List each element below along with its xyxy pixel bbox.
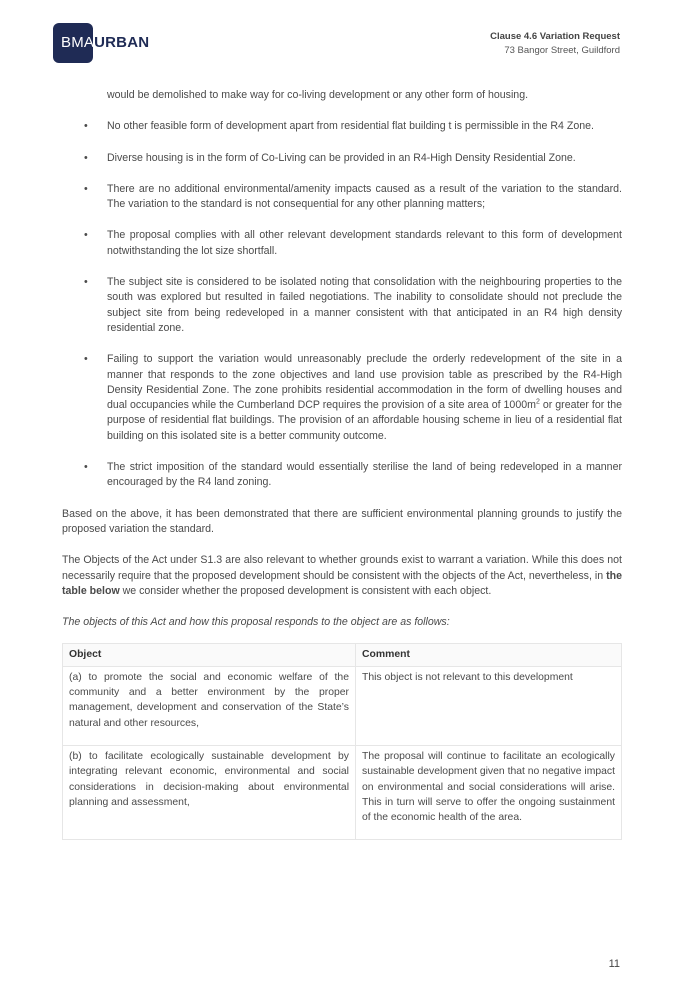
site-address: 73 Bangor Street, Guildford: [504, 45, 620, 56]
bullet-text: The strict imposition of the standard would essentially sterilise the land of being redeveloped in a manner encouraged by the R4 land zoning.: [107, 461, 622, 489]
bullet-text: Diverse housing is in the form of Co-Living can be provided in an R4-High Density Residential Zone.: [107, 151, 576, 164]
bullet-marker: •: [84, 120, 88, 133]
bullet-text: The subject site is considered to be isolated noting that consolidation with the neighbouring properties to the south was explored but resulted in failed negotiations. The inability to consolidate should not preclude the subject site from being redeveloped in a manner consistent with that anticipated in an R4 high density residential zone.: [107, 276, 622, 334]
bullet-text-part: Failing to support the variation would unreasonably preclude the orderly redevelopment of the site in a manner that responds to the zone objectives and land use provision table as prescribed by the R4-High Density Residential Zone. The zone prohibits residential accommodation in the form of dwelling houses and dual occupancies while the Cumberland DCP requires the provision of a site area of 1000m: [107, 353, 622, 412]
table-row: [63, 666, 622, 745]
bullet-continuation: would be demolished to make way for co-living development or any other form of housing.: [107, 89, 529, 101]
bullet-marker: •: [84, 229, 88, 242]
bullet-marker: •: [84, 276, 88, 289]
bullet-marker: •: [84, 461, 88, 474]
table-header-row: [63, 644, 622, 666]
paragraph-text: The Objects of the Act under S1.3 are also relevant to whether grounds exist to warrant a variation. While this does not necessarily require that the proposed development should be consistent with the objects of the Act, nevertheless, in: [62, 554, 622, 582]
bullet-text-part: or greater for the purpose of residential flat buildings. The provision of an affordable housing scheme in lieu of a residential flat building on this isolated site is a better community outcome.: [107, 399, 622, 442]
bullet-marker: •: [84, 353, 88, 366]
superscript: 2: [535, 398, 540, 406]
document-body: [62, 88, 622, 840]
table-row: [63, 745, 622, 839]
objects-table: [62, 643, 622, 840]
bullet-item: [62, 228, 622, 259]
bullet-text: No other feasible form of development apart from residential flat building t is permissible in the R4 Zone.: [107, 120, 594, 133]
paragraph-text: we consider whether the proposed development is consistent with each object.: [119, 584, 492, 597]
page-number: 11: [608, 958, 620, 970]
column-header-object: Object: [63, 644, 356, 666]
column-header-comment: Comment: [356, 644, 622, 666]
bullet-list: [62, 119, 622, 490]
bullet-item: [62, 119, 622, 134]
logo-text: [61, 34, 149, 51]
bullet-marker: •: [84, 182, 88, 195]
bullet-item: [62, 275, 622, 336]
company-logo: [53, 23, 149, 63]
bullet-item: [62, 460, 622, 491]
bullet-item: [62, 182, 622, 213]
object-cell: (a) to promote the social and economic welfare of the community and a better environment by the proper management, development and conservation of the State’s natural and other resources,: [63, 666, 356, 745]
comment-cell: The proposal will continue to facilitate an ecologically sustainable development given that no negative impact on environmental and social considerations will arise. This in turn will serve to offer the ongoing sustainment of the economic health of the area.: [356, 745, 622, 839]
bullet-marker: •: [84, 151, 88, 164]
paragraph-objects: [62, 553, 622, 599]
table-intro: The objects of this Act and how this proposal responds to the object are as follows:: [62, 616, 450, 629]
bullet-text: There are no additional environmental/amenity impacts caused as a result of the variation to the standard. The variation to the standard is not consequential for any other planning matters;: [107, 182, 622, 211]
document-header: [490, 30, 620, 58]
paragraph-bold-text: the table below: [62, 569, 622, 597]
comment-cell: This object is not relevant to this development: [356, 666, 622, 745]
object-cell: (b) to facilitate ecologically sustainable development by integrating relevant economic, environmental and social considerations in decision-making about environmental planning and assessment,: [63, 745, 356, 839]
document-title: Clause 4.6 Variation Request: [490, 31, 620, 42]
bullet-text: The proposal complies with all other relevant development standards relevant to this form of development notwithstanding the lot size shortfall.: [107, 229, 622, 257]
bullet-item: [62, 352, 622, 444]
bullet-item: [62, 151, 622, 166]
logo-suffix: URBAN: [94, 34, 150, 51]
paragraph-conclusion: Based on the above, it has been demonstrated that there are sufficient environmental planning grounds to justify the proposed variation the standard.: [62, 507, 622, 535]
logo-prefix: BMA: [61, 34, 95, 51]
